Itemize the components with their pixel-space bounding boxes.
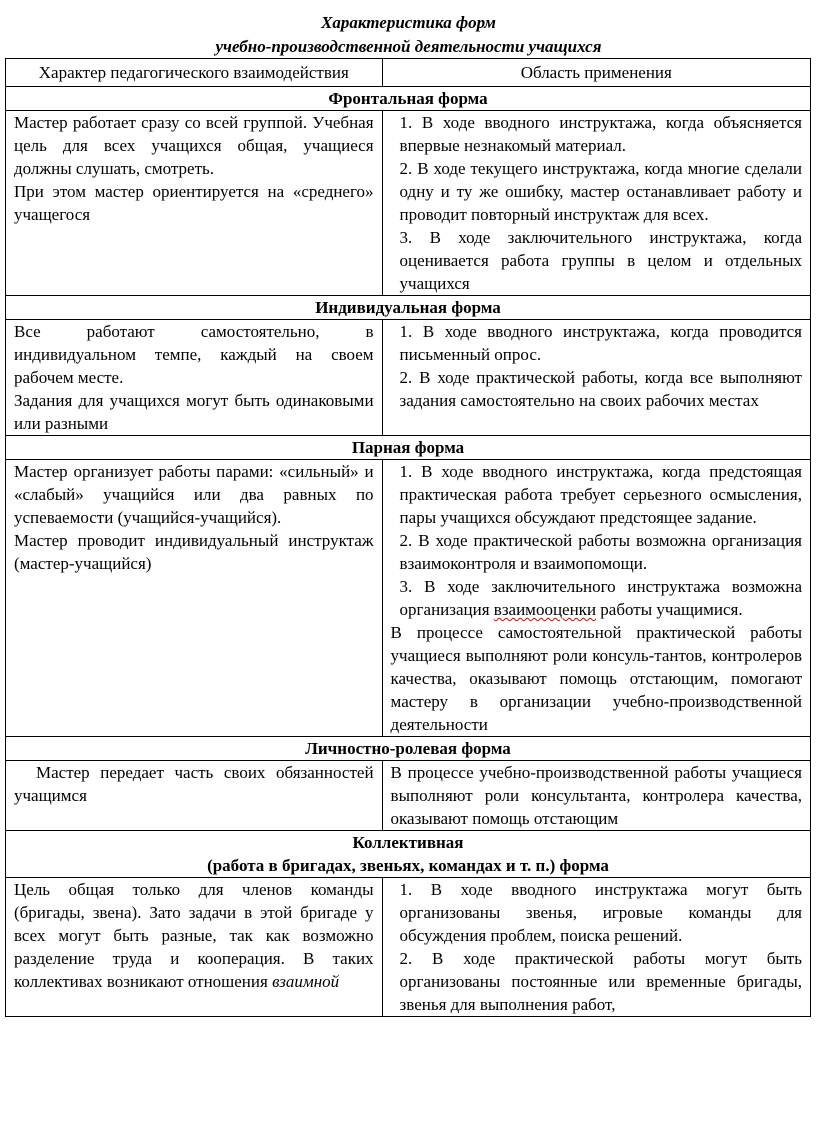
cell-application (382, 111, 810, 296)
section-row (6, 436, 811, 460)
section-row (6, 87, 811, 111)
section-title-line-1: Коллективная (352, 833, 464, 852)
paragraph (14, 878, 374, 993)
section-row (6, 737, 811, 761)
paragraph-text: Цель общая только для членов команды (бригады, звена). Зато задачи в этой бригаде у всех могут быть разные, так как возможно разделение труда и кооперация. В таких коллективах возникают отношения (14, 880, 374, 991)
paragraph: При этом мастер ориентируется на «среднего» учащегося (14, 182, 374, 224)
cell-application (382, 320, 810, 436)
section-title: Фронтальная форма (6, 87, 811, 111)
cell-application (382, 761, 810, 831)
paragraph: Мастер организует работы парами: «сильный» и «слабый» учащийся или два равных по успеваемости (учащийся-учащийся). (14, 462, 374, 527)
header-application: Область применения (382, 59, 810, 87)
list-item-text: работы учащимися. (600, 600, 743, 619)
list-item: 2. В ходе текущего инструктажа, когда многие сделали одну и ту же ошибку, мастер останавливает работу и проводит повторный инструктаж для всех. (399, 159, 802, 224)
list-item: 1. В ходе вводного инструктажа, когда предстоящая практическая работа требует серьезного осмысления, пары учащихся обсуждают предстоящее задание. (399, 462, 802, 527)
table-row (6, 320, 811, 436)
cell-character (6, 761, 383, 831)
cell-character (6, 111, 383, 296)
cell-application (382, 878, 810, 1017)
paragraph: Мастер работает сразу со всей группой. Учебная цель для всех учащихся общая, учащиеся должны слушать, смотреть. (14, 113, 374, 178)
list-item: 1. В ходе вводного инструктажа, когда проводится письменный опрос. (399, 322, 802, 364)
list-item (391, 575, 802, 621)
paragraph: В процессе самостоятельной практической работы учащиеся выполняют роли консуль-тантов, контролеров качества, оказывают помощь отстающим, помогают мастеру в организации учебно-производственной деятельности (390, 623, 802, 734)
section-row (6, 831, 811, 878)
document-title-line-1: Характеристика форм (321, 13, 496, 32)
section-row (6, 296, 811, 320)
list-item: 2. В ходе практической работы возможна организация взаимоконтроля и взаимопомощи. (399, 531, 802, 573)
table-row (6, 111, 811, 296)
table-row (6, 878, 811, 1017)
list-item: 2. В ходе практической работы могут быть организованы постоянные или временные бригады, звенья для выполнения работ, (399, 949, 802, 1014)
cell-character (6, 320, 383, 436)
list-item: 1. В ходе вводного инструктажа, когда объясняется впервые незнакомый материал. (399, 113, 802, 155)
paragraph: Мастер передает часть своих обязанностей учащимся (14, 763, 374, 805)
list-item-text: 3. В ходе заключительного инструктажа возможна организация (399, 577, 802, 619)
table-row (6, 460, 811, 737)
section-title: Личностно-ролевая форма (6, 737, 811, 761)
section-title: Индивидуальная форма (6, 296, 811, 320)
section-title-line-2: (работа в бригадах, звеньях, командах и т. п.) форма (207, 856, 609, 875)
document-title-line-2: учебно-производственной деятельности учащихся (215, 37, 602, 56)
cell-character (6, 460, 383, 737)
paragraph: Мастер проводит индивидуальный инструктаж (мастер-учащийся) (14, 531, 374, 573)
cell-application (382, 460, 810, 737)
paragraph: Задания для учащихся могут быть одинаковыми или разными (14, 391, 374, 433)
italic-word: взаимной (272, 972, 340, 991)
paragraph: В процессе учебно-производственной работы учащиеся выполняют роли консультанта, контролера качества, оказывают помощь отстающим (390, 763, 802, 828)
forms-table (5, 58, 811, 1017)
list-item: 3. В ходе заключительного инструктажа, когда оценивается работа группы в целом и отдельных учащихся (399, 228, 802, 293)
section-title: Парная форма (6, 436, 811, 460)
list-item: 2. В ходе практической работы, когда все выполняют задания самостоятельно на своих рабочих местах (399, 368, 802, 410)
cell-character (6, 878, 383, 1017)
paragraph: Все работают самостоятельно, в индивидуальном темпе, каждый на своем рабочем месте. (14, 322, 374, 387)
header-character: Характер педагогического взаимодействия (6, 59, 383, 87)
list-item: 1. В ходе вводного инструктажа могут быть организованы звенья, игровые команды для обсуждения проблем, поиска решений. (399, 880, 802, 945)
spellcheck-word: взаимооценки (493, 600, 597, 619)
section-title (6, 831, 811, 878)
table-header-row (6, 59, 811, 87)
table-row (6, 761, 811, 831)
